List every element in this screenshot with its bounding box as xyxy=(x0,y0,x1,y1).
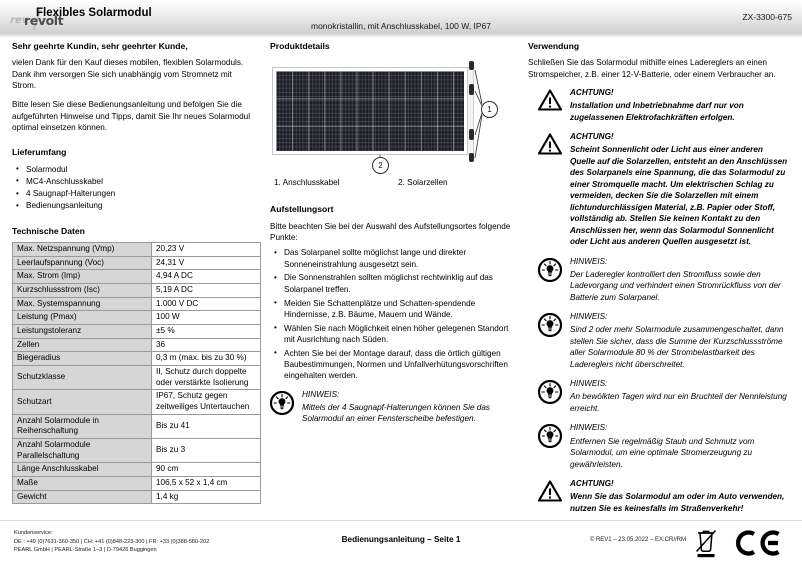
lightbulb-icon xyxy=(538,379,562,409)
table-row xyxy=(13,365,261,389)
middle-column xyxy=(270,41,528,521)
hint-label: HINWEIS: xyxy=(302,389,340,399)
hint-text-wrap xyxy=(570,379,790,414)
usage-heading: Verwendung xyxy=(528,41,580,51)
hint-message: Mittels der 4 Saugnapf-Halterungen können Sie das Solarmodul an einer Fensterscheibe befestigen. xyxy=(302,402,490,424)
page-footer xyxy=(0,520,802,567)
installation-site-heading: Aufstellungsort xyxy=(270,204,334,215)
table-row xyxy=(13,311,261,325)
table-row xyxy=(13,338,261,352)
spec-key: Maße xyxy=(13,476,152,490)
warning-box xyxy=(538,479,790,514)
hint-box xyxy=(538,312,790,370)
brand-logo-swoosh: rev xyxy=(8,15,30,26)
hint-text-wrap xyxy=(570,257,790,304)
page-title: Flexibles Solarmodul xyxy=(36,7,152,19)
lightbulb-icon xyxy=(270,390,294,420)
product-figure xyxy=(270,57,514,175)
technical-data-heading: Technische Daten xyxy=(12,225,85,236)
table-row xyxy=(13,414,261,438)
lightbulb-icon xyxy=(538,423,562,453)
list-item: • MC4-Anschlusskabel xyxy=(26,176,256,187)
solar-panel-illustration xyxy=(272,67,468,155)
hint-message: An bewölkten Tagen wird nur ein Bruchteil der Nennleistung erreicht. xyxy=(570,392,787,413)
spec-value: IP67, Schutz gegen zeitweiliges Untertauchen xyxy=(152,390,261,414)
callout-marker-2: 2 xyxy=(372,157,389,174)
spec-key: Anzahl Solarmodule Parallelschaltung xyxy=(13,438,152,462)
product-details-heading: Produktdetails xyxy=(270,41,330,51)
intro-paragraph-2: Bitte lesen Sie diese Bedienungsanleitung und befolgen Sie die aufgeführten Hinweise und Tipps, damit Sie Ihr neues Solarmodul optimal einsetzen können. xyxy=(12,100,251,132)
spec-key: Anzahl Solarmodule in Reihenschaltung xyxy=(13,414,152,438)
warning-message: Installation und Inbetriebnahme darf nur von zugelassenen Elektrofachkräften erfolgen. xyxy=(570,101,744,122)
spec-value: Bis zu 41 xyxy=(152,414,261,438)
hint-box xyxy=(270,390,514,425)
spec-key: Leistungstoleranz xyxy=(13,325,152,339)
list-item: • 4 Saugnapf-Halterungen xyxy=(26,188,256,199)
panel-grommet-icon xyxy=(469,129,474,140)
warning-triangle-icon xyxy=(538,88,562,116)
hint-box xyxy=(538,423,790,470)
footer-revision: © REV1 – 23.05.2022 – EX:CR//RM xyxy=(589,537,686,543)
installation-site-list xyxy=(270,247,514,381)
spec-key: Max. Netzspannung (Vmp) xyxy=(13,243,152,257)
list-item: • Meiden Sie Schattenplätze und Schatten-spendende Hindernisse, z.B. Bäume, Mauern und Wände. xyxy=(284,298,514,321)
spec-key: Schutzklasse xyxy=(13,365,152,389)
spec-key: Gewicht xyxy=(13,490,152,504)
panel-grommet-icon xyxy=(469,153,474,162)
spec-key: Schutzart xyxy=(13,390,152,414)
salutation-heading: Sehr geehrte Kundin, sehr geehrter Kunde, xyxy=(12,41,188,51)
spec-key: Kurzschlussstrom (Isc) xyxy=(13,284,152,298)
warning-message: Scheint Sonnenlicht oder Licht aus einer anderen Quelle auf die Solarzellen, entsteht an den Anschlüssen des Solarpanels eine Spannung, die das Solarmodul zu einer Stromquelle macht. Um elektrischen Schlag zu vermeiden, decken Sie die Solarzellen mit einem lichtundurchlässigen Material, z.B. Papier oder Stoff, vollständig ab. Stellen Sie keinen Kontakt zu den Anschlüssen her, wenn das Solarmodul Sonnenlicht oder Licht aus anderen Quellen ausgesetzt ist. xyxy=(570,145,788,247)
technical-data-table xyxy=(12,242,261,504)
lightbulb-icon xyxy=(538,257,562,287)
table-row xyxy=(13,463,261,477)
hint-label: HINWEIS: xyxy=(570,312,608,322)
spec-key: Leerlaufspannung (Voc) xyxy=(13,256,152,270)
spec-value: 5,19 A DC xyxy=(152,284,261,298)
spec-value: II, Schutz durch doppelte oder verstärkte Isolierung xyxy=(152,365,261,389)
right-column xyxy=(528,41,790,521)
list-item: • Solarmodul xyxy=(26,164,256,175)
warning-text-wrap xyxy=(570,88,790,123)
spec-key: Max. Strom (Imp) xyxy=(13,270,152,284)
hint-text-wrap xyxy=(302,390,514,425)
panel-grommet-icon xyxy=(469,84,474,95)
list-item: • Achten Sie bei der Montage darauf, dass die örtlich gültigen Baubestimmungen, Normen und Unfallverhütungsvorschriften eingehalten werden. xyxy=(284,348,514,382)
scope-of-delivery-heading: Lieferumfang xyxy=(12,147,67,158)
usage-intro: Schließen Sie das Solarmodul mithilfe eines Ladereglers an einen Stromspeicher, z.B. einer 12-V-Batterie, oder einem Verbraucher an. xyxy=(528,58,776,79)
figure-caption xyxy=(270,178,514,190)
panel-grommet-icon xyxy=(469,61,474,70)
spec-key: Zellen xyxy=(13,338,152,352)
table-row xyxy=(13,352,261,366)
table-row xyxy=(13,284,261,298)
warning-text-wrap xyxy=(570,132,790,248)
content-columns xyxy=(0,41,802,521)
hint-message: Der Laderegler kontrolliert den Stromfluss sowie den Ladevorgang und verhindert einen Stromrückfluss von der Batterie zum Solarpanel. xyxy=(570,269,781,302)
spec-value: 106,5 x 52 x 1,4 cm xyxy=(152,476,261,490)
warning-triangle-icon xyxy=(538,479,562,507)
table-row xyxy=(13,297,261,311)
page-header xyxy=(0,0,802,39)
spec-value: 1.000 V DC xyxy=(152,297,261,311)
hint-text-wrap xyxy=(570,312,790,370)
table-row xyxy=(13,390,261,414)
warning-text-wrap xyxy=(570,479,790,514)
table-row xyxy=(13,476,261,490)
installation-site-intro: Bitte beachten Sie bei der Auswahl des Aufstellungsortes folgende Punkte: xyxy=(270,221,511,242)
hint-label: HINWEIS: xyxy=(570,379,608,389)
spec-key: Biegeradius xyxy=(13,352,152,366)
spec-value: 36 xyxy=(152,338,261,352)
spec-value: 90 cm xyxy=(152,463,261,477)
spec-value: 0,3 m (max. bis zu 30 %) xyxy=(152,352,261,366)
hint-box xyxy=(538,257,790,304)
warning-triangle-icon xyxy=(538,132,562,160)
warning-label: ACHTUNG! xyxy=(570,132,614,142)
customer-service-address: PEARL GmbH | PEARL-Straße 1–3 | D-79426 Buggingen xyxy=(14,547,157,554)
warning-box xyxy=(538,88,790,123)
customer-service-phones: DE : +49 (0)7631-360-350 | CH: +41 (0)848-223-300 | FR: +33 (0)388-580-202 xyxy=(14,538,210,545)
footer-compliance-marks xyxy=(692,527,790,559)
warning-message: Wenn Sie das Solarmodul am oder im Auto verwenden, nutzen Sie es keinesfalls im Straßenverkehr! xyxy=(570,492,785,513)
spec-value: 4,94 A DC xyxy=(152,270,261,284)
article-number: ZX-3300-675 xyxy=(742,12,792,22)
lightbulb-icon xyxy=(538,312,562,342)
footer-page-label: Bedienungsanleitung – Seite 1 xyxy=(341,535,461,544)
intro-paragraph-1: vielen Dank für den Kauf dieses mobilen, flexiblen Solarmoduls. Dank ihm versorgen Sie sich unabhängig vom Stromnetz mit Strom. xyxy=(12,58,244,90)
hint-text-wrap xyxy=(570,423,790,470)
table-row xyxy=(13,490,261,504)
list-item: • Die Sonnenstrahlen sollten möglichst rechtwinklig auf das Solarpanel treffen. xyxy=(284,272,514,295)
spec-value: Bis zu 3 xyxy=(152,438,261,462)
list-item: • Das Solarpanel sollte möglichst lange und direkter Sonneneinstrahlung ausgesetzt sein. xyxy=(284,247,514,270)
spec-value: ±5 % xyxy=(152,325,261,339)
callout-marker-1: 1 xyxy=(481,101,498,118)
list-item: • Bedienungsanleitung xyxy=(26,200,256,211)
brand-logo-text: revolt xyxy=(24,13,64,28)
table-row xyxy=(13,270,261,284)
figure-caption-2: 2. Solarzellen xyxy=(398,178,448,188)
panel-right-edge xyxy=(468,67,474,155)
hint-label: HINWEIS: xyxy=(570,423,608,433)
left-column xyxy=(12,41,270,521)
table-row xyxy=(13,256,261,270)
hint-message: Sind 2 oder mehr Solarmodule zusammengeschaltet, dann stellen Sie sicher, dass die Summe der Kurzschlussströme aller Solarmodule 80 % der Strombelastbarkeit des Ladereglers nicht überschreitet. xyxy=(570,325,784,369)
warning-label: ACHTUNG! xyxy=(570,87,614,97)
spec-key: Leistung (Pmax) xyxy=(13,311,152,325)
hint-message: Entfernen Sie regelmäßig Staub und Schmutz vom Solarmodul, um eine optimale Stromerzeugung zu gewährleisten. xyxy=(570,436,755,469)
list-item: • Wählen Sie nach Möglichkeit einen höher gelegenen Standort mit Ausrichtung nach Süden. xyxy=(284,323,514,346)
page-subtitle: monokristallin, mit Anschlusskabel, 100 W, IP67 xyxy=(311,21,491,31)
spec-key: Max. Systemspannung xyxy=(13,297,152,311)
warning-box xyxy=(538,132,790,248)
scope-of-delivery-list xyxy=(12,164,256,212)
table-row xyxy=(13,438,261,462)
warning-label: ACHTUNG! xyxy=(570,479,614,489)
table-row xyxy=(13,243,261,257)
spec-key: Länge Anschlusskabel xyxy=(13,463,152,477)
spec-value: 1,4 kg xyxy=(152,490,261,504)
figure-caption-1: 1. Anschlusskabel xyxy=(274,178,340,188)
spec-value: 20,23 V xyxy=(152,243,261,257)
hint-label: HINWEIS: xyxy=(570,256,608,266)
solar-cells-area xyxy=(276,71,464,151)
ce-icon xyxy=(738,533,778,554)
table-row xyxy=(13,325,261,339)
weee-icon xyxy=(697,531,716,558)
hint-box xyxy=(538,379,790,414)
spec-value: 24,31 V xyxy=(152,256,261,270)
spec-value: 100 W xyxy=(152,311,261,325)
customer-service-label: Kundenservice: xyxy=(14,530,53,536)
